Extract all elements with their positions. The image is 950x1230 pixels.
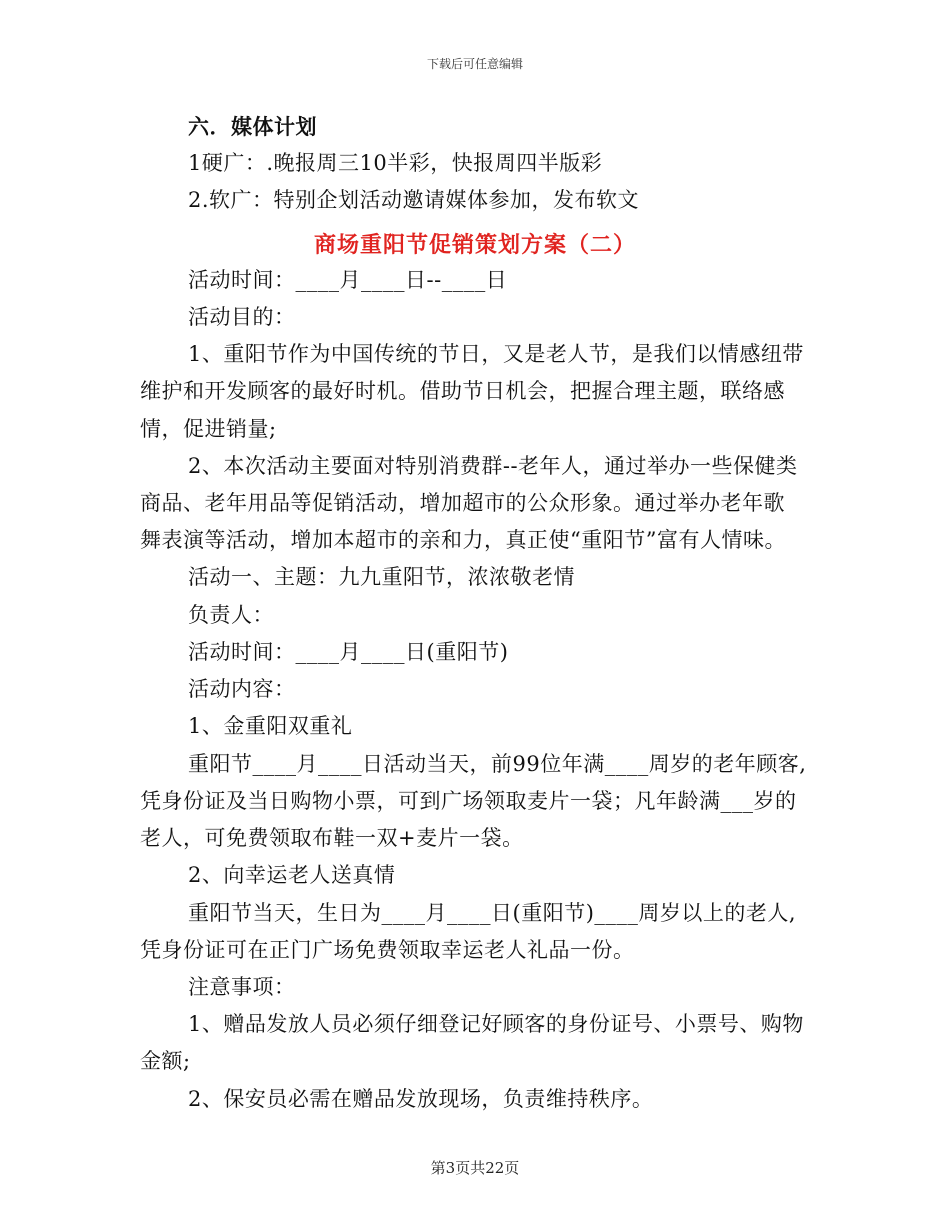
body-line: 活动一、主题：九九重阳节，浓浓敬老情 (188, 565, 575, 589)
body-line: 负责人： (188, 603, 274, 627)
body-line: 1、金重阳双重礼 (188, 714, 353, 738)
body-line: 重阳节____月____日活动当天，前99位年满____周岁的老年顾客, (188, 752, 807, 776)
body-line: 活动时间：____月____日--____日 (188, 268, 508, 292)
page-footer: 第3页共22页 (430, 1159, 520, 1177)
body-line: 舞表演等活动，增加本超市的亲和力，真正使“重阳节”富有人情味。 (140, 528, 786, 552)
body-line: 老人，可免费领取布鞋一双+麦片一袋。 (140, 826, 524, 850)
body-line: 维护和开发顾客的最好时机。借助节日机会，把握合理主题，联络感 (140, 379, 785, 403)
body-line: 商品、老年用品等促销活动，增加超市的公众形象。通过举办老年歌 (140, 491, 785, 515)
body-line: 情，促进销量; (140, 417, 277, 441)
body-line: 注意事项： (188, 975, 296, 999)
body-line: 2、本次活动主要面对特别消费群--老年人，通过举办一些保健类 (188, 454, 798, 478)
body-line: 金额; (140, 1049, 191, 1073)
section-title: 商场重阳节促销策划方案（二） (313, 232, 636, 258)
body-line: 凭身份证及当日购物小票，可到广场领取麦片一袋；凡年龄满___岁的 (140, 789, 797, 813)
body-line: 1、赠品发放人员必须仔细登记好顾客的身份证号、小票号、购物 (188, 1012, 804, 1036)
media-plan-heading: 六．媒体计划 (188, 114, 317, 139)
body-line: 活动目的： (188, 305, 296, 329)
body-line: 重阳节当天，生日为____月____日(重阳节)____周岁以上的老人, (188, 901, 797, 925)
body-line: 活动时间：____月____日(重阳节) (188, 640, 509, 664)
body-line: 2、向幸运老人送真情 (188, 863, 396, 887)
body-line: 活动内容： (188, 677, 296, 701)
media-plan-line-1: 1硬广：.晚报周三10半彩，快报周四半版彩 (188, 151, 603, 175)
body-line: 1、重阳节作为中国传统的节日，又是老人节，是我们以情感纽带 (188, 342, 804, 366)
body-line: 凭身份证可在正门广场免费领取幸运老人礼品一份。 (140, 938, 635, 962)
body-line: 2、保安员必需在赠品发放现场，负责维持秩序。 (188, 1087, 654, 1111)
page-header: 下载后可任意编辑 (426, 57, 523, 71)
media-plan-line-2: 2.软广：特别企划活动邀请媒体参加，发布软文 (188, 188, 640, 212)
